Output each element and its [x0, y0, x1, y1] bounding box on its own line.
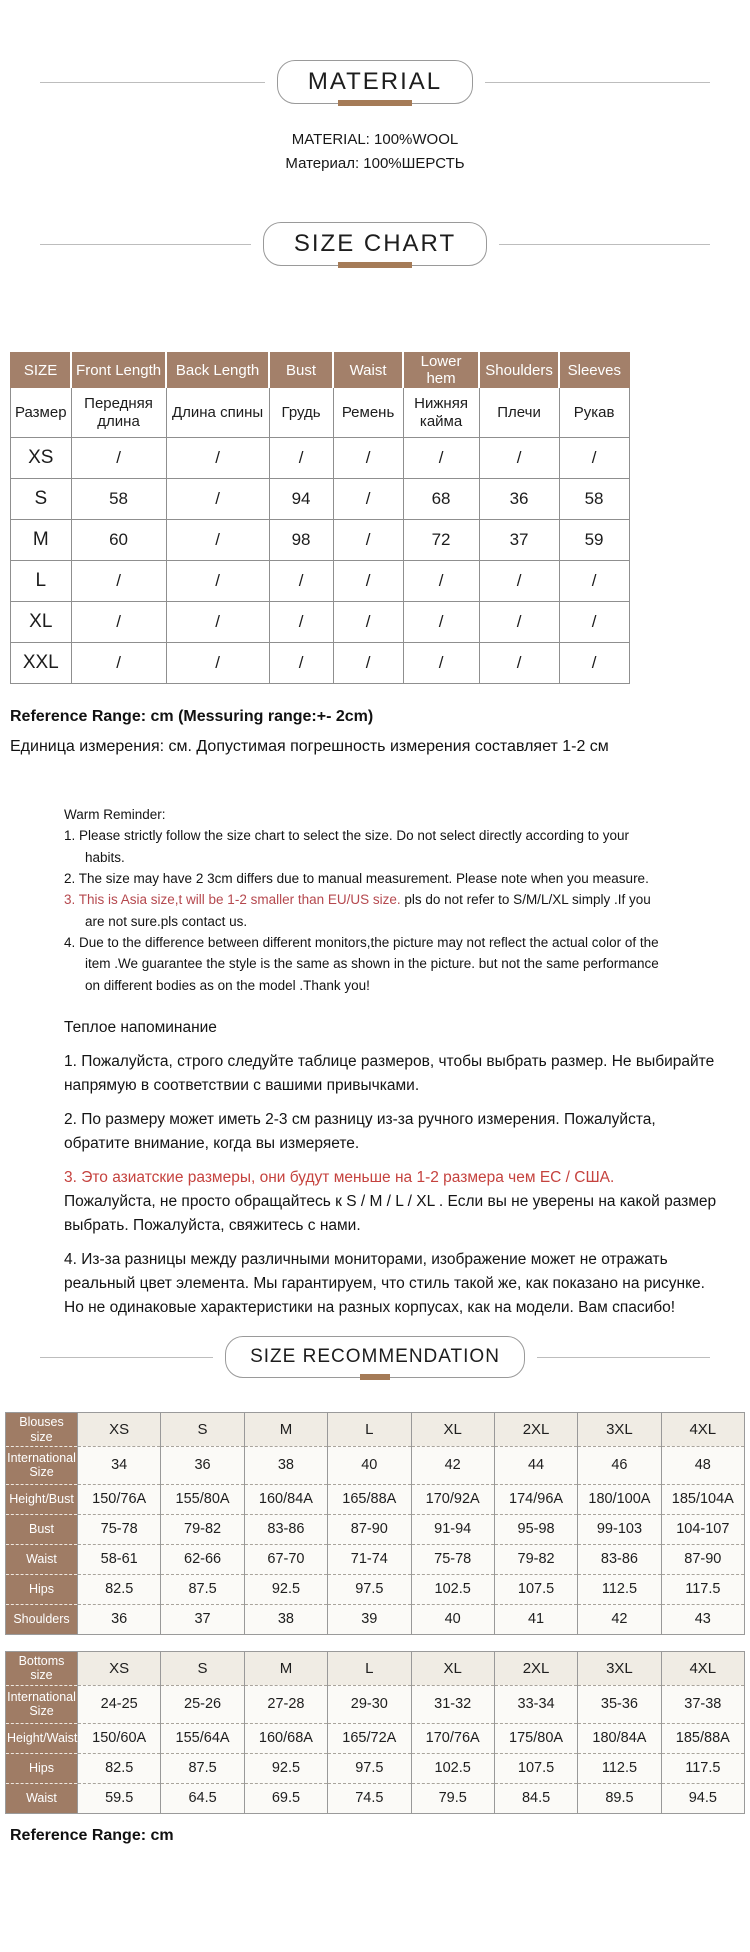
bottoms-value-cell: 3XL — [578, 1651, 661, 1685]
table-row — [6, 1484, 745, 1514]
blouses-value-cell: 58-61 — [78, 1544, 161, 1574]
material-title-pill — [277, 60, 473, 104]
reminder-ru-item-4: 4. Из-за разницы между различными мониторами, изображение может не отражать реальный цвет элемента. Мы гарантируем, что стиль такой же, как показано на рисунке. Но не одинаковые характеристики на разных корпусах, как на модели. Вам спасибо! — [64, 1251, 705, 1317]
blouses-value-cell: 99-103 — [578, 1514, 661, 1544]
bottoms-value-cell: 150/60A — [78, 1723, 161, 1753]
size-chart-value-cell: 58 — [559, 479, 629, 520]
divider-line — [485, 82, 710, 83]
bottoms-value-cell: 94.5 — [661, 1783, 744, 1813]
size-chart-size-label: XS — [11, 438, 72, 479]
size-chart-value-cell: 37 — [479, 520, 559, 561]
bottoms-value-cell: L — [328, 1651, 411, 1685]
blouses-value-cell: M — [244, 1413, 327, 1447]
divider-line — [40, 1357, 213, 1358]
size-chart-value-cell: / — [166, 602, 269, 643]
size-chart-value-cell: / — [269, 561, 333, 602]
size-chart-value-cell: / — [166, 561, 269, 602]
blouses-value-cell: 42 — [411, 1446, 494, 1484]
blouses-value-cell: 185/104A — [661, 1484, 744, 1514]
blouses-value-cell: 38 — [244, 1604, 327, 1634]
blouses-value-cell: 83-86 — [578, 1544, 661, 1574]
size-chart-col-header-ru: Передняя длина — [71, 388, 166, 438]
table-row — [11, 479, 630, 520]
bottoms-value-cell: XS — [78, 1651, 161, 1685]
table-row — [11, 602, 630, 643]
blouses-value-cell: 87.5 — [161, 1574, 244, 1604]
bottoms-value-cell: 87.5 — [161, 1753, 244, 1783]
blouses-value-cell: 155/80A — [161, 1484, 244, 1514]
size-chart-table — [10, 352, 630, 684]
bottoms-value-cell: 160/68A — [244, 1723, 327, 1753]
material-info — [0, 128, 750, 176]
size-recommendation-title: SIZE RECOMMENDATION — [250, 1346, 500, 1368]
blouses-value-cell: 97.5 — [328, 1574, 411, 1604]
bottoms-row-label: Bottoms size — [6, 1651, 78, 1685]
table-row — [6, 1753, 745, 1783]
size-chart-value-cell: / — [479, 643, 559, 684]
size-chart-value-cell: / — [166, 643, 269, 684]
blouses-value-cell: 87-90 — [661, 1544, 744, 1574]
blouses-value-cell: 36 — [78, 1604, 161, 1634]
blouses-row-label: Hips — [6, 1574, 78, 1604]
size-recommendation-title-pill — [225, 1336, 525, 1378]
blouses-row-label: Height/Bust — [6, 1484, 78, 1514]
blouses-value-cell: 117.5 — [661, 1574, 744, 1604]
bottoms-row-label: Height/Waist — [6, 1723, 78, 1753]
blouses-value-cell: 44 — [494, 1446, 577, 1484]
material-info-ru: Материал: 100%ШЕРСТЬ — [285, 155, 465, 172]
size-chart-col-header-ru: Рукав — [559, 388, 629, 438]
blouses-value-cell: L — [328, 1413, 411, 1447]
blouses-value-cell: 39 — [328, 1604, 411, 1634]
reminder-ru-item-1: 1. Пожалуйста, строго следуйте таблице размеров, чтобы выбрать размер. Не выбирайте напрямую в соответствии с вашими привычками. — [64, 1052, 715, 1094]
blouses-value-cell: XS — [78, 1413, 161, 1447]
warm-reminder-ru — [64, 1016, 722, 1320]
blouses-value-cell: 180/100A — [578, 1484, 661, 1514]
size-chart-value-cell: / — [479, 602, 559, 643]
reminder-ru-item-3-rest: Пожалуйста, не просто обращайтесь к S / M / L / XL . Если вы не уверены на какой размер выбрать. Пожалуйста, свяжитесь с нами. — [64, 1193, 717, 1235]
size-chart-value-cell: / — [71, 561, 166, 602]
blouses-row-label: Blouses size — [6, 1413, 78, 1447]
table-row — [6, 1446, 745, 1484]
bottoms-value-cell: 185/88A — [661, 1723, 744, 1753]
bottoms-value-cell: 29-30 — [328, 1685, 411, 1723]
blouses-value-cell: 87-90 — [328, 1514, 411, 1544]
reminder-ru-item-2: 2. По размеру может иметь 2-3 см разницу из-за ручного измерения. Пожалуйста, обратите внимание, когда вы измеряете. — [64, 1111, 656, 1153]
reminder-ru-item-3-highlight: 3. Это азиатские размеры, они будут меньше на 1-2 размера чем ЕС / США. — [64, 1169, 615, 1187]
blouses-value-cell: 62-66 — [161, 1544, 244, 1574]
bottoms-value-cell: S — [161, 1651, 244, 1685]
blouses-value-cell: 170/92A — [411, 1484, 494, 1514]
size-chart-value-cell: / — [333, 520, 403, 561]
size-chart-value-cell: / — [166, 479, 269, 520]
blouses-value-cell: 3XL — [578, 1413, 661, 1447]
size-chart-size-label: M — [11, 520, 72, 561]
reminder-ru-item-3 — [64, 1166, 722, 1238]
table-row — [11, 520, 630, 561]
size-chart-title: SIZE CHART — [293, 230, 457, 257]
bottoms-value-cell: 35-36 — [578, 1685, 661, 1723]
size-chart-value-cell: / — [269, 602, 333, 643]
bottoms-value-cell: XL — [411, 1651, 494, 1685]
reference-range-note: Reference Range: cm — [10, 1826, 174, 1844]
blouses-value-cell: 95-98 — [494, 1514, 577, 1544]
bottoms-size-table — [5, 1651, 745, 1814]
size-chart-col-header: Bust — [269, 353, 333, 388]
size-chart-value-cell: / — [559, 561, 629, 602]
table-row — [6, 1514, 745, 1544]
bottoms-value-cell: 59.5 — [78, 1783, 161, 1813]
blouses-row-label: Shoulders — [6, 1604, 78, 1634]
size-chart-size-label: XXL — [11, 643, 72, 684]
warm-reminder-ru-title: Теплое напоминание — [64, 1018, 217, 1036]
divider-line — [40, 244, 251, 245]
blouses-value-cell: 40 — [411, 1604, 494, 1634]
size-chart-value-cell: / — [166, 520, 269, 561]
bottoms-value-cell: 69.5 — [244, 1783, 327, 1813]
bottoms-value-cell: 74.5 — [328, 1783, 411, 1813]
reminder-item-3-rest: pls do not refer to S/M/L/XL simply .If you are not sure.pls contact us. — [85, 892, 651, 929]
size-chart-value-cell: / — [559, 438, 629, 479]
title-underline-bar — [360, 1374, 390, 1380]
title-underline-bar — [338, 100, 412, 106]
size-chart-value-cell: 36 — [479, 479, 559, 520]
bottoms-value-cell: 4XL — [661, 1651, 744, 1685]
table-row — [11, 561, 630, 602]
bottoms-value-cell: M — [244, 1651, 327, 1685]
blouses-value-cell: S — [161, 1413, 244, 1447]
size-chart-value-cell: / — [333, 561, 403, 602]
reminder-item-4: 4. Due to the difference between different monitors,the picture may not reflect the actual color of the item .We guarantee the style is the same as shown in the picture. but not the same performance on different bodies as on the model .Thank you! — [64, 934, 659, 993]
size-chart-size-label: L — [11, 561, 72, 602]
table-row — [6, 1604, 745, 1634]
blouses-value-cell: 71-74 — [328, 1544, 411, 1574]
table-row — [6, 1783, 745, 1813]
table-row — [11, 438, 630, 479]
blouses-value-cell: 104-107 — [661, 1514, 744, 1544]
warm-reminder-en-title: Warm Reminder: — [64, 807, 166, 822]
bottoms-value-cell: 117.5 — [661, 1753, 744, 1783]
blouses-value-cell: 83-86 — [244, 1514, 327, 1544]
reminder-item-3-highlight: 3. This is Asia size,t will be 1-2 smaller than EU/US size. — [64, 892, 401, 908]
divider-line — [537, 1357, 710, 1358]
blouses-value-cell: 79-82 — [161, 1514, 244, 1544]
size-chart-col-header-ru: Ремень — [333, 388, 403, 438]
size-chart-value-cell: / — [559, 643, 629, 684]
blouses-value-cell: 160/84A — [244, 1484, 327, 1514]
bottoms-value-cell: 97.5 — [328, 1753, 411, 1783]
bottoms-value-cell: 79.5 — [411, 1783, 494, 1813]
bottoms-row-label: International Size — [6, 1685, 78, 1723]
size-chart-value-cell: 68 — [403, 479, 479, 520]
size-chart-section-header — [40, 222, 710, 266]
size-chart-col-header-ru: Нижняя кайма — [403, 388, 479, 438]
bottoms-row-label: Hips — [6, 1753, 78, 1783]
size-chart-value-cell: / — [479, 561, 559, 602]
bottoms-value-cell: 84.5 — [494, 1783, 577, 1813]
blouses-value-cell: 42 — [578, 1604, 661, 1634]
blouses-value-cell: 37 — [161, 1604, 244, 1634]
blouses-value-cell: 46 — [578, 1446, 661, 1484]
title-underline-bar — [338, 262, 412, 268]
material-section-header — [40, 60, 710, 104]
blouses-value-cell: 91-94 — [411, 1514, 494, 1544]
bottoms-value-cell: 33-34 — [494, 1685, 577, 1723]
divider-line — [499, 244, 710, 245]
size-chart-value-cell: / — [403, 643, 479, 684]
size-chart-col-header: Waist — [333, 353, 403, 388]
material-title: MATERIAL — [307, 68, 443, 95]
blouses-value-cell: 67-70 — [244, 1544, 327, 1574]
divider-line — [40, 82, 265, 83]
blouses-value-cell: 79-82 — [494, 1544, 577, 1574]
size-chart-value-cell: / — [71, 602, 166, 643]
blouses-value-cell: 150/76A — [78, 1484, 161, 1514]
bottoms-value-cell: 89.5 — [578, 1783, 661, 1813]
bottoms-value-cell: 180/84A — [578, 1723, 661, 1753]
blouses-value-cell: 165/88A — [328, 1484, 411, 1514]
blouses-value-cell: 75-78 — [78, 1514, 161, 1544]
size-chart-value-cell: / — [269, 643, 333, 684]
bottoms-value-cell: 2XL — [494, 1651, 577, 1685]
blouses-value-cell: 92.5 — [244, 1574, 327, 1604]
blouses-value-cell: 34 — [78, 1446, 161, 1484]
size-chart-title-pill — [263, 222, 487, 266]
bottoms-value-cell: 24-25 — [78, 1685, 161, 1723]
bottoms-value-cell: 37-38 — [661, 1685, 744, 1723]
size-chart-size-label: XL — [11, 602, 72, 643]
table-row — [11, 643, 630, 684]
table-row — [11, 388, 630, 438]
size-chart-col-header: Lower hem — [403, 353, 479, 388]
blouses-value-cell: 112.5 — [578, 1574, 661, 1604]
blouses-row-label: Waist — [6, 1544, 78, 1574]
size-chart-col-header-ru: Плечи — [479, 388, 559, 438]
blouses-value-cell: XL — [411, 1413, 494, 1447]
size-chart-col-header-ru: Длина спины — [166, 388, 269, 438]
size-chart-value-cell: / — [403, 438, 479, 479]
blouses-value-cell: 75-78 — [411, 1544, 494, 1574]
size-chart-value-cell: / — [333, 643, 403, 684]
bottoms-value-cell: 165/72A — [328, 1723, 411, 1753]
size-chart-value-cell: 98 — [269, 520, 333, 561]
size-chart-col-header: Front Length — [71, 353, 166, 388]
bottoms-value-cell: 102.5 — [411, 1753, 494, 1783]
size-chart-value-cell: 94 — [269, 479, 333, 520]
bottoms-value-cell: 112.5 — [578, 1753, 661, 1783]
bottoms-row-label: Waist — [6, 1783, 78, 1813]
bottoms-value-cell: 92.5 — [244, 1753, 327, 1783]
size-chart-value-cell: / — [333, 438, 403, 479]
size-recommendation-section-header — [40, 1336, 710, 1378]
size-chart-col-header-ru: Грудь — [269, 388, 333, 438]
bottoms-value-cell: 64.5 — [161, 1783, 244, 1813]
blouses-value-cell: 82.5 — [78, 1574, 161, 1604]
table-row — [11, 353, 630, 388]
size-chart-value-cell: 72 — [403, 520, 479, 561]
size-chart-col-header: SIZE — [11, 353, 72, 388]
warm-reminder-en — [64, 804, 670, 996]
size-note-ru: Единица измерения: см. Допустимая погрешность измерения составляет 1-2 см — [10, 738, 609, 755]
reminder-item-2: 2. The size may have 2 3cm differs due to manual measurement. Please note when you measure. — [64, 870, 649, 886]
reminder-item-3 — [64, 889, 670, 932]
blouses-value-cell: 40 — [328, 1446, 411, 1484]
blouses-value-cell: 36 — [161, 1446, 244, 1484]
size-chart-col-header-ru: Размер — [11, 388, 72, 438]
size-chart-col-header: Sleeves — [559, 353, 629, 388]
material-info-en: MATERIAL: 100%WOOL — [291, 131, 459, 148]
blouses-value-cell: 43 — [661, 1604, 744, 1634]
size-chart-value-cell: / — [403, 602, 479, 643]
size-chart-value-cell: / — [71, 643, 166, 684]
bottoms-value-cell: 82.5 — [78, 1753, 161, 1783]
size-chart-value-cell: / — [403, 561, 479, 602]
table-row — [6, 1651, 745, 1685]
size-chart-value-cell: / — [479, 438, 559, 479]
bottoms-value-cell: 175/80A — [494, 1723, 577, 1753]
size-chart-value-cell: / — [333, 479, 403, 520]
size-chart-value-cell: / — [71, 438, 166, 479]
size-chart-value-cell: / — [559, 602, 629, 643]
size-chart-col-header: Back Length — [166, 353, 269, 388]
size-chart-value-cell: / — [166, 438, 269, 479]
size-chart-size-label: S — [11, 479, 72, 520]
blouses-row-label: International Size — [6, 1446, 78, 1484]
blouses-value-cell: 38 — [244, 1446, 327, 1484]
bottoms-value-cell: 25-26 — [161, 1685, 244, 1723]
bottoms-value-cell: 27-28 — [244, 1685, 327, 1723]
blouses-value-cell: 48 — [661, 1446, 744, 1484]
size-note-en: Reference Range: cm (Messuring range:+- 2cm) — [10, 708, 374, 725]
blouses-value-cell: 107.5 — [494, 1574, 577, 1604]
bottoms-value-cell: 155/64A — [161, 1723, 244, 1753]
blouses-size-table — [5, 1412, 745, 1635]
size-chart-value-cell: 58 — [71, 479, 166, 520]
blouses-value-cell: 102.5 — [411, 1574, 494, 1604]
blouses-value-cell: 2XL — [494, 1413, 577, 1447]
size-chart-value-cell: 60 — [71, 520, 166, 561]
blouses-value-cell: 4XL — [661, 1413, 744, 1447]
blouses-value-cell: 174/96A — [494, 1484, 577, 1514]
bottoms-value-cell: 170/76A — [411, 1723, 494, 1753]
bottoms-value-cell: 31-32 — [411, 1685, 494, 1723]
blouses-row-label: Bust — [6, 1514, 78, 1544]
table-row — [6, 1574, 745, 1604]
blouses-value-cell: 41 — [494, 1604, 577, 1634]
size-chart-col-header: Shoulders — [479, 353, 559, 388]
bottoms-value-cell: 107.5 — [494, 1753, 577, 1783]
table-row — [6, 1413, 745, 1447]
reminder-item-1: 1. Please strictly follow the size chart to select the size. Do not select directly according to your habits. — [64, 828, 630, 865]
size-chart-value-cell: 59 — [559, 520, 629, 561]
table-row — [6, 1723, 745, 1753]
table-row — [6, 1544, 745, 1574]
size-chart-value-cell: / — [269, 438, 333, 479]
size-chart-value-cell: / — [333, 602, 403, 643]
table-row — [6, 1685, 745, 1723]
